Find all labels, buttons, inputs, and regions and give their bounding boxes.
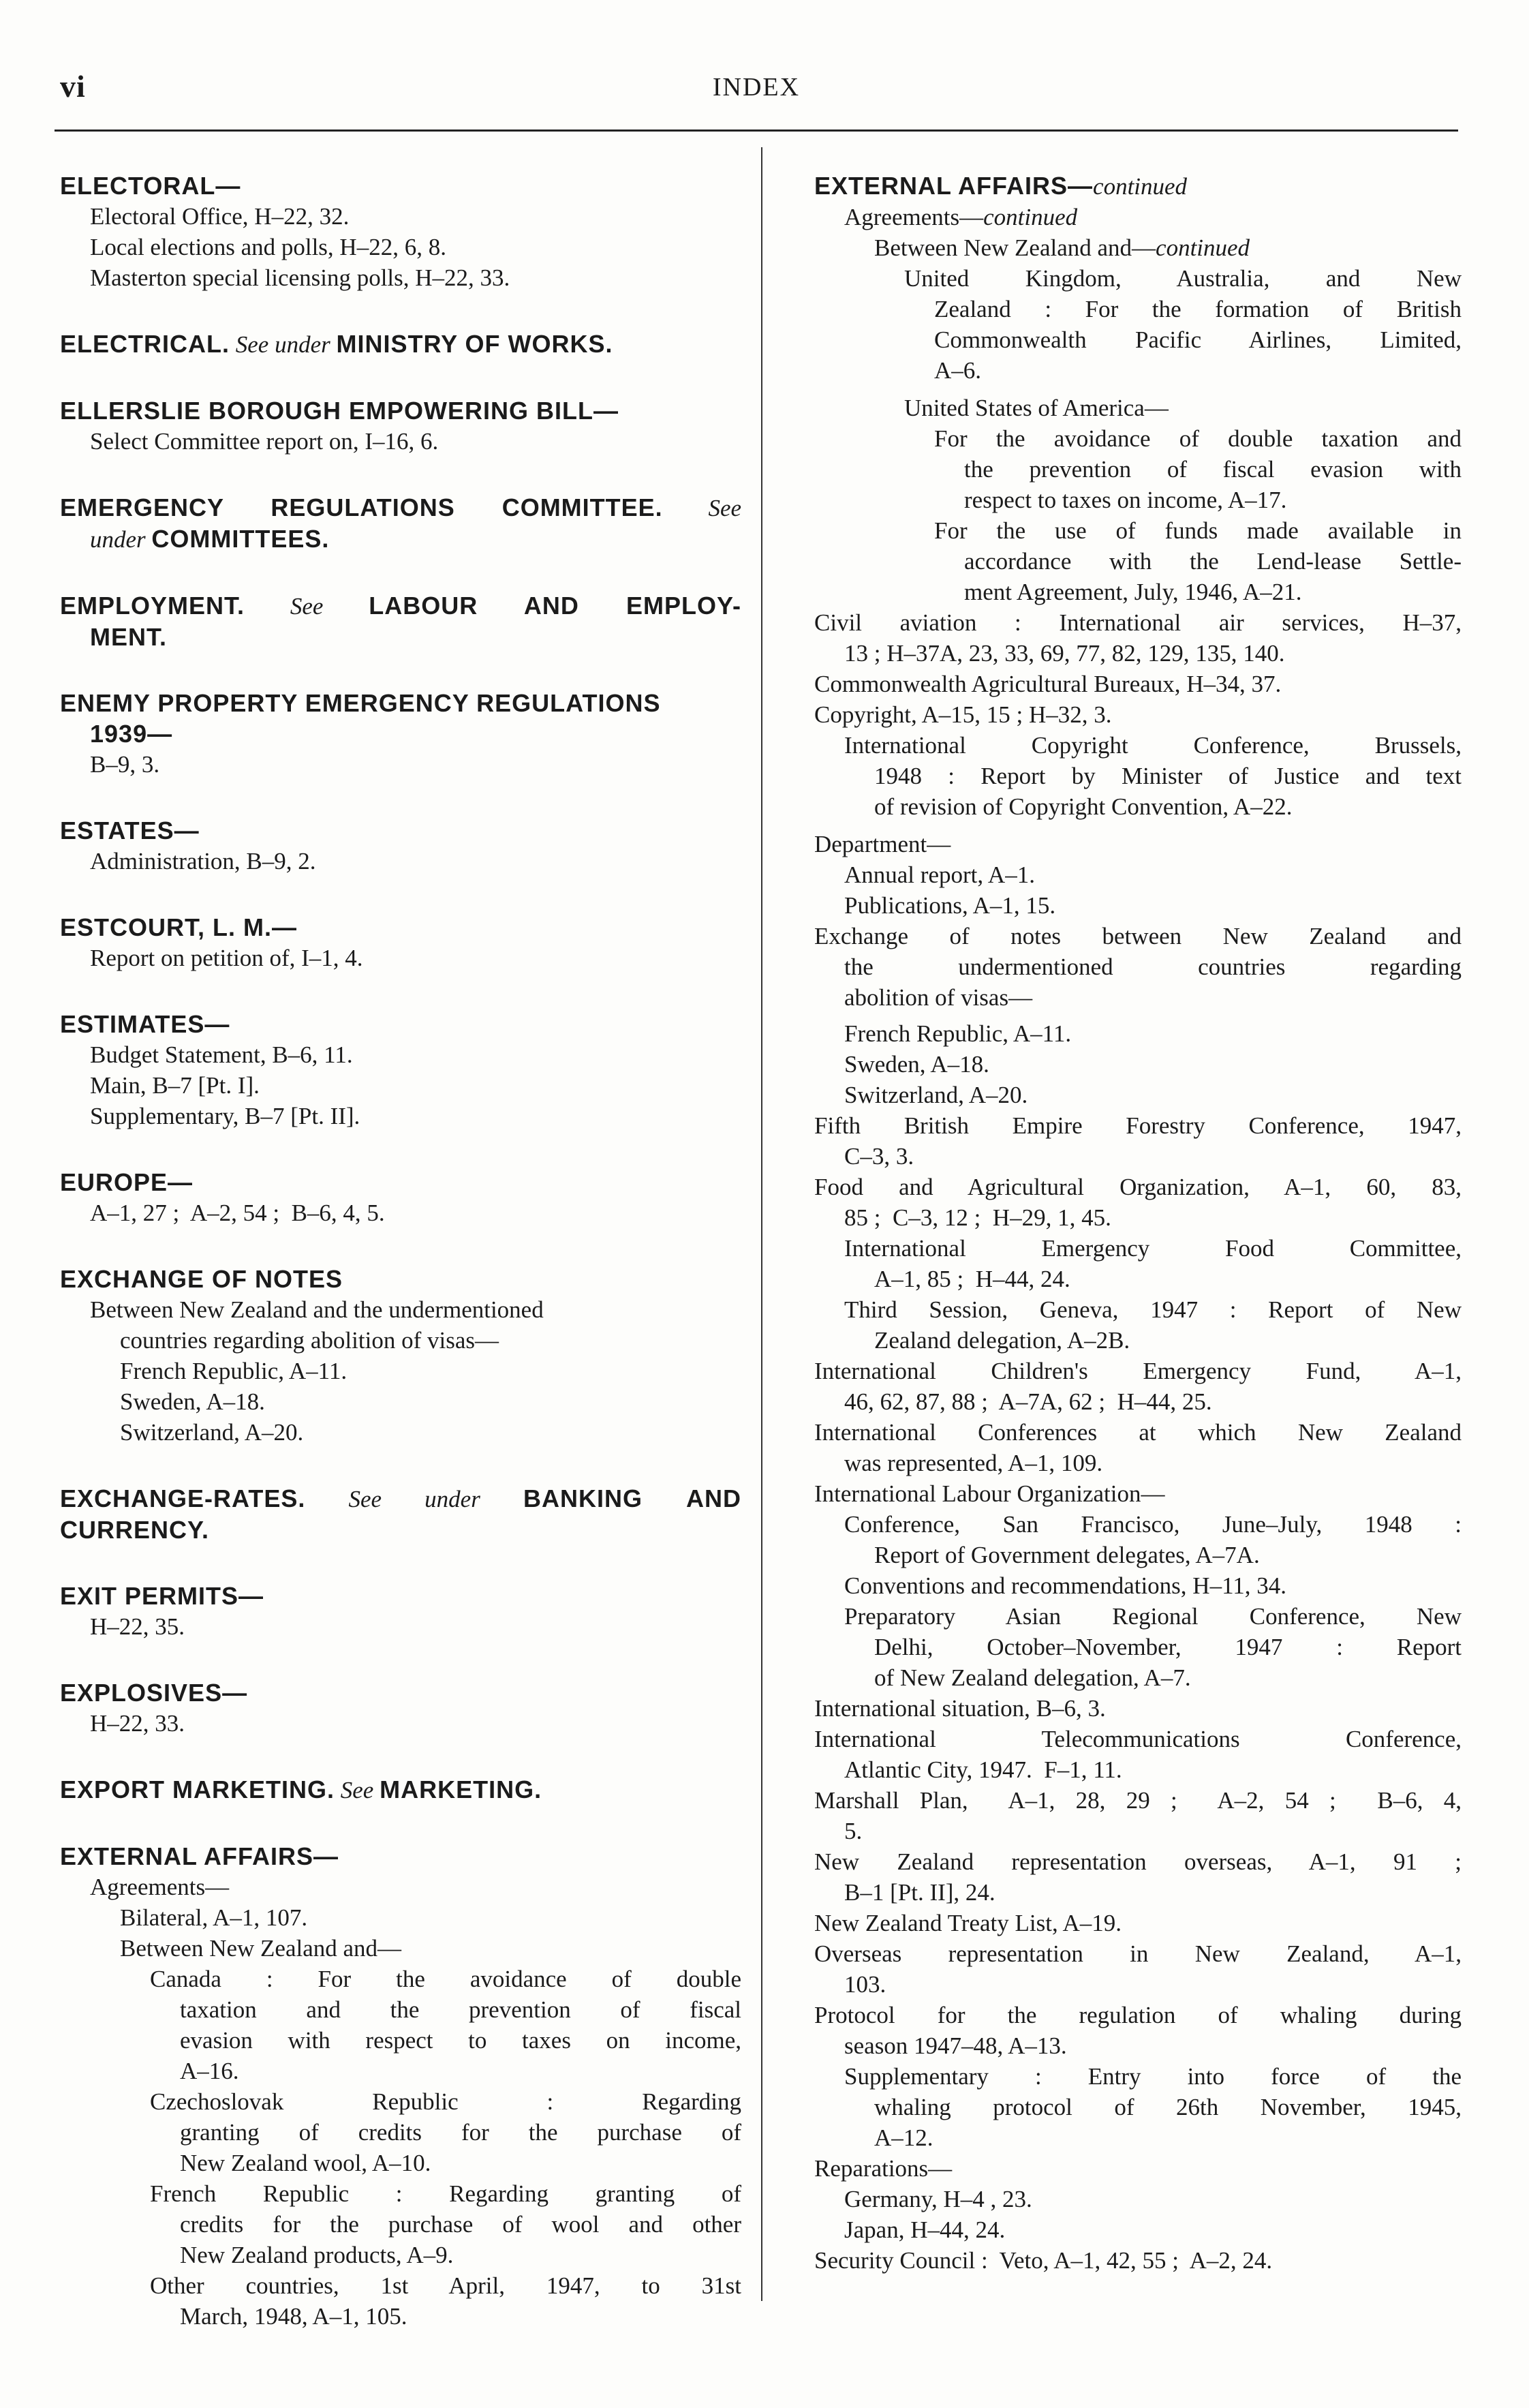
entry-exchange-rates bbox=[60, 1483, 741, 1545]
entry-line: C–3, 3. bbox=[844, 1143, 914, 1170]
entry-line: Germany, H–4 , 23. bbox=[844, 2186, 1032, 2212]
entry-line: Supplementary : Entry into force of the bbox=[844, 2063, 1462, 2090]
entry-line: Zealand delegation, A–2B. bbox=[874, 1327, 1130, 1354]
entry-line: Agreements— bbox=[90, 1874, 230, 1900]
entry-line: A–12. bbox=[874, 2124, 933, 2151]
entry-line: Other countries, 1st April, 1947, to 31st bbox=[150, 2272, 741, 2299]
see-reference: See bbox=[708, 495, 742, 521]
see-reference: See under bbox=[348, 1486, 480, 1512]
entry-line: Preparatory Asian Regional Conference, New bbox=[844, 1603, 1462, 1630]
entry-heading: EXPORT MARKETING. bbox=[60, 1775, 335, 1803]
entry-line: accordance with the Lend-lease Settle- bbox=[964, 548, 1462, 575]
see-target: COMMITTEES. bbox=[151, 525, 330, 553]
see-target: MARKETING. bbox=[380, 1775, 542, 1803]
entry-line: French Republic, A–11. bbox=[120, 1358, 348, 1384]
entry-line: New Zealand products, A–9. bbox=[180, 2242, 454, 2268]
entry-line: United Kingdom, Australia, and New bbox=[904, 265, 1462, 292]
entry-line: March, 1948, A–1, 105. bbox=[180, 2303, 407, 2330]
entry-line: 1948 : Report by Minister of Justice and text bbox=[874, 763, 1462, 789]
entry-line: Between New Zealand and— bbox=[874, 234, 1156, 261]
entry-europe bbox=[60, 1167, 741, 1228]
entry-line: Switzerland, A–20. bbox=[844, 1082, 1028, 1108]
entry-line: For the use of funds made available in bbox=[934, 517, 1462, 544]
entry-line: International Telecommunications Conference, bbox=[814, 1726, 1462, 1752]
entry-estimates bbox=[60, 1009, 741, 1131]
see-target: LABOUR AND EMPLOY- bbox=[369, 592, 741, 620]
entry-line: Commonwealth Pacific Airlines, Limited, bbox=[934, 326, 1462, 353]
entry-line: Fifth British Empire Forestry Conference, 1947, bbox=[814, 1112, 1462, 1139]
entry-line: French Republic : Regarding granting of bbox=[150, 2180, 741, 2207]
entry-line: New Zealand wool, A–10. bbox=[180, 2150, 431, 2176]
entry-line: International situation, B–6, 3. bbox=[814, 1695, 1106, 1722]
entry-line: credits for the purchase of wool and other bbox=[180, 2211, 741, 2238]
see-target: CURRENCY. bbox=[60, 1516, 210, 1544]
entry-external-affairs bbox=[60, 1841, 741, 2332]
entry-line: countries regarding abolition of visas— bbox=[120, 1327, 499, 1354]
entry-line: International Emergency Food Committee, bbox=[844, 1235, 1462, 1262]
entry-line: Food and Agricultural Organization, A–1, 60, 83, bbox=[814, 1174, 1462, 1200]
entry-line: French Republic, A–11. bbox=[844, 1020, 1072, 1047]
entry-line: Report of Government delegates, A–7A. bbox=[874, 1542, 1260, 1568]
entry-heading: ELECTRICAL. bbox=[60, 330, 230, 358]
entry-line: Conference, San Francisco, June–July, 1948 : bbox=[844, 1511, 1462, 1538]
entry-line: 13 ; H–37A, 23, 33, 69, 77, 82, 129, 135, 140. bbox=[844, 640, 1285, 667]
entry-line: Administration, B–9, 2. bbox=[90, 848, 316, 874]
see-reference: under bbox=[90, 526, 146, 553]
entry-line: Civil aviation : International air services, H–37, bbox=[814, 609, 1462, 636]
entry-exchange-of-notes bbox=[60, 1264, 741, 1448]
entry-line: Between New Zealand and the undermentioned bbox=[90, 1296, 544, 1323]
entry-external-affairs-continued bbox=[814, 170, 1462, 2276]
entry-line: International Children's Emergency Fund, A–1, bbox=[814, 1358, 1462, 1384]
entry-line: whaling protocol of 26th November, 1945, bbox=[874, 2094, 1462, 2120]
entry-heading: EMPLOYMENT. bbox=[60, 592, 245, 620]
entry-line: B–9, 3. bbox=[90, 751, 160, 778]
entry-line: Protocol for the regulation of whaling during bbox=[814, 2002, 1462, 2028]
entry-estcourt bbox=[60, 912, 741, 973]
entry-line: International Labour Organization— bbox=[814, 1480, 1165, 1507]
entry-line: the undermentioned countries regarding bbox=[844, 954, 1462, 980]
continued-label: continued bbox=[1156, 234, 1250, 261]
entry-line: Marshall Plan, A–1, 28, 29 ; A–2, 54 ; B–6, 4, bbox=[814, 1787, 1462, 1814]
entry-heading: ESTATES— bbox=[60, 817, 200, 844]
entry-heading: ESTCOURT, L. M.— bbox=[60, 913, 297, 941]
page-number: vi bbox=[60, 69, 86, 104]
entry-line: 46, 62, 87, 88 ; A–7A, 62 ; H–44, 25. bbox=[844, 1388, 1212, 1415]
subentry-french bbox=[60, 2178, 741, 2270]
continued-label: continued bbox=[1093, 173, 1188, 200]
entry-electoral bbox=[60, 170, 741, 293]
entry-line: Third Session, Geneva, 1947 : Report of New bbox=[844, 1296, 1462, 1323]
entry-line: For the avoidance of double taxation and bbox=[934, 425, 1462, 452]
entry-line: 103. bbox=[844, 1971, 886, 1998]
entry-line: Budget Statement, B–6, 11. bbox=[90, 1041, 353, 1068]
entry-line: 5. bbox=[844, 1818, 863, 1844]
entry-line: A–16. bbox=[180, 2058, 239, 2084]
entry-heading: EMERGENCY REGULATIONS COMMITTEE. bbox=[60, 493, 663, 521]
entry-heading: EXCHANGE-RATES. bbox=[60, 1484, 306, 1512]
entry-line: Main, B–7 [Pt. I]. bbox=[90, 1072, 260, 1099]
entry-line: Select Committee report on, I–16, 6. bbox=[90, 428, 439, 455]
entry-heading: EXTERNAL AFFAIRS— bbox=[814, 172, 1094, 200]
entry-emergency-regulations bbox=[60, 492, 741, 555]
entry-heading: EXCHANGE OF NOTES bbox=[60, 1265, 343, 1293]
subentry-other bbox=[60, 2270, 741, 2332]
entry-line: Electoral Office, H–22, 32. bbox=[90, 203, 350, 230]
entry-line: Japan, H–44, 24. bbox=[844, 2216, 1006, 2243]
entry-heading: EXTERNAL AFFAIRS— bbox=[60, 1842, 339, 1870]
entry-line: Delhi, October–November, 1947 : Report bbox=[874, 1634, 1462, 1660]
entry-export-marketing bbox=[60, 1774, 741, 1805]
entry-line: Canada : For the avoidance of double bbox=[150, 1966, 741, 1992]
entry-line: Switzerland, A–20. bbox=[120, 1419, 304, 1446]
entry-line: A–1, 85 ; H–44, 24. bbox=[874, 1266, 1070, 1292]
see-reference: See under bbox=[235, 331, 330, 358]
entry-line: H–22, 35. bbox=[90, 1613, 185, 1640]
entry-line: Bilateral, A–1, 107. bbox=[120, 1904, 308, 1931]
entry-line: Local elections and polls, H–22, 6, 8. bbox=[90, 234, 446, 260]
entry-line: Supplementary, B–7 [Pt. II]. bbox=[90, 1103, 360, 1129]
left-column bbox=[60, 170, 741, 2367]
entry-line: was represented, A–1, 109. bbox=[844, 1450, 1103, 1476]
continued-label: continued bbox=[983, 204, 1078, 230]
entry-line: Commonwealth Agricultural Bureaux, H–34, 37. bbox=[814, 671, 1282, 697]
entry-line: evasion with respect to taxes on income, bbox=[180, 2027, 741, 2054]
page-header bbox=[55, 68, 1458, 109]
subentry-czechoslovak bbox=[60, 2086, 741, 2178]
entry-line: respect to taxes on income, A–17. bbox=[964, 487, 1287, 513]
entry-heading: ESTIMATES— bbox=[60, 1010, 230, 1038]
entry-estates bbox=[60, 815, 741, 877]
column-divider bbox=[761, 147, 762, 2301]
see-target: MENT. bbox=[90, 623, 167, 651]
entry-line: Zealand : For the formation of British bbox=[934, 296, 1462, 322]
entry-employment bbox=[60, 590, 741, 652]
entry-line: United States of America— bbox=[904, 395, 1169, 421]
entry-line: Sweden, A–18. bbox=[120, 1388, 265, 1415]
entry-line: Report on petition of, I–1, 4. bbox=[90, 945, 363, 971]
entry-line: 85 ; C–3, 12 ; H–29, 1, 45. bbox=[844, 1204, 1111, 1231]
entry-line: Publications, A–1, 15. bbox=[844, 892, 1056, 919]
entry-line: A–1, 27 ; A–2, 54 ; B–6, 4, 5. bbox=[90, 1200, 385, 1226]
entry-line: of New Zealand delegation, A–7. bbox=[874, 1664, 1191, 1691]
entry-line: A–6. bbox=[934, 357, 982, 384]
entry-enemy-property bbox=[60, 688, 741, 780]
right-column bbox=[814, 170, 1462, 2276]
entry-heading: EUROPE— bbox=[60, 1168, 194, 1196]
see-target: BANKING AND bbox=[523, 1484, 741, 1512]
entry-line: H–22, 33. bbox=[90, 1710, 185, 1737]
entry-electrical bbox=[60, 329, 741, 360]
entry-line: Conventions and recommendations, H–11, 34. bbox=[844, 1572, 1287, 1599]
subentry-canada bbox=[60, 1964, 741, 2086]
entry-ellerslie bbox=[60, 395, 741, 457]
entry-line: season 1947–48, A–13. bbox=[844, 2032, 1067, 2059]
running-title: INDEX bbox=[712, 73, 801, 102]
entry-line: Overseas representation in New Zealand, A–1, bbox=[814, 1940, 1462, 1967]
entry-line: Agreements— bbox=[844, 204, 984, 230]
entry-line: granting of credits for the purchase of bbox=[180, 2119, 741, 2146]
entry-line: Copyright, A–15, 15 ; H–32, 3. bbox=[814, 701, 1112, 728]
entry-line: New Zealand representation overseas, A–1, 91 ; bbox=[814, 1848, 1462, 1875]
entry-line: Between New Zealand and— bbox=[120, 1935, 402, 1962]
entry-line: of revision of Copyright Convention, A–22. bbox=[874, 793, 1293, 820]
entry-heading: EXIT PERMITS— bbox=[60, 1582, 264, 1610]
entry-line: Atlantic City, 1947. F–1, 11. bbox=[844, 1756, 1122, 1783]
entry-line: Annual report, A–1. bbox=[844, 862, 1035, 888]
entry-heading: EXPLOSIVES— bbox=[60, 1679, 248, 1707]
entry-line: Sweden, A–18. bbox=[844, 1051, 989, 1078]
entry-line: International Copyright Conference, Brussels, bbox=[844, 732, 1462, 759]
entry-line: International Conferences at which New Zealand bbox=[814, 1419, 1462, 1446]
entry-line: taxation and the prevention of fiscal bbox=[180, 1996, 741, 2023]
entry-line: Czechoslovak Republic : Regarding bbox=[150, 2088, 741, 2115]
see-reference: See bbox=[340, 1777, 374, 1803]
entry-line: Reparations— bbox=[814, 2155, 953, 2182]
entry-heading: ELECTORAL— bbox=[60, 172, 241, 200]
entry-line: New Zealand Treaty List, A–19. bbox=[814, 1910, 1122, 1936]
see-reference: See bbox=[290, 593, 324, 620]
entry-line: Department— bbox=[814, 831, 951, 857]
entry-line: Security Council : Veto, A–1, 42, 55 ; A–2, 24. bbox=[814, 2247, 1273, 2274]
entry-line: abolition of visas— bbox=[844, 984, 1033, 1011]
entry-line: the prevention of fiscal evasion with bbox=[964, 456, 1462, 483]
entry-heading: 1939— bbox=[90, 720, 173, 748]
entry-heading: ELLERSLIE BOROUGH EMPOWERING BILL— bbox=[60, 397, 619, 425]
entry-line: Masterton special licensing polls, H–22, 33. bbox=[90, 264, 510, 291]
entry-exit-permits bbox=[60, 1581, 741, 1642]
entry-line: Exchange of notes between New Zealand and bbox=[814, 923, 1462, 949]
see-target: MINISTRY OF WORKS. bbox=[336, 330, 613, 358]
entry-line: B–1 [Pt. II], 24. bbox=[844, 1879, 995, 1906]
entry-explosives bbox=[60, 1677, 741, 1739]
entry-line: ment Agreement, July, 1946, A–21. bbox=[964, 579, 1302, 605]
entry-heading: ENEMY PROPERTY EMERGENCY REGULATIONS bbox=[60, 689, 661, 717]
header-rule bbox=[55, 129, 1458, 132]
